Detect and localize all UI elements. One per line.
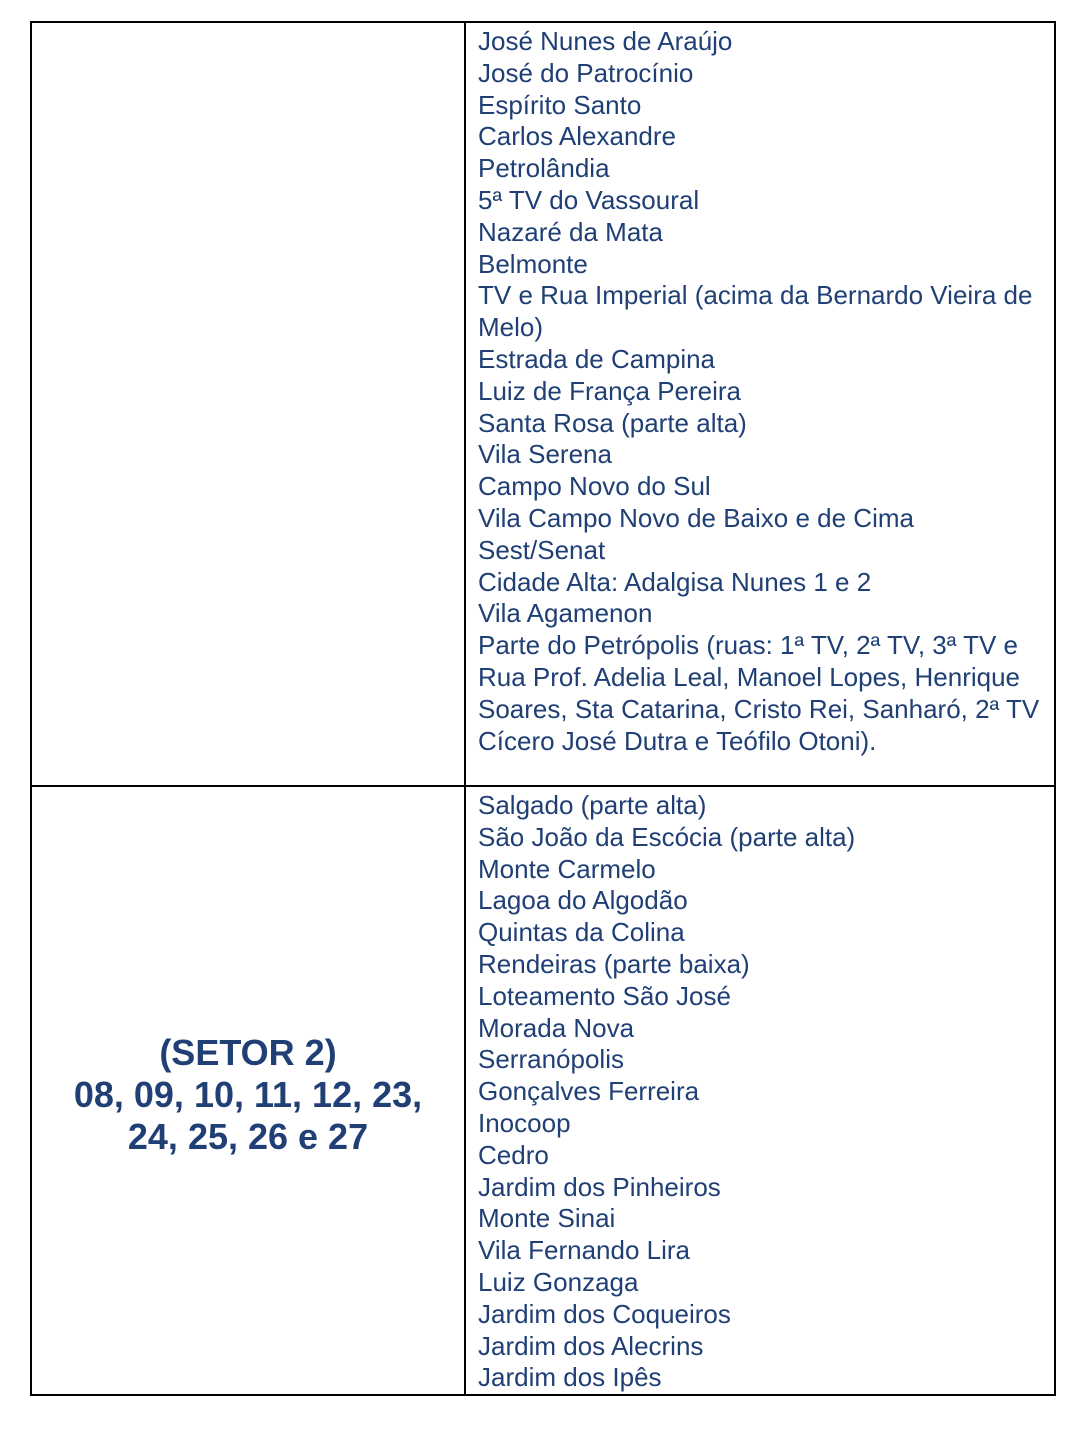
list-item: Gonçalves Ferreira — [478, 1076, 700, 1107]
list-item: Parte do Petrópolis (ruas: 1ª TV, 2ª TV, 3ª TV e Rua Prof. Adelia Leal, Manoel Lopes, Henrique Soares, Sta Catarina, Cristo Rei, Sanharó, 2ª TV Cícero José Dutra e Teófilo Otoni). — [478, 630, 1040, 756]
neighborhood-cell-1 — [465, 22, 1055, 786]
list-item: Luiz Gonzaga — [478, 1266, 639, 1297]
sector-title: (SETOR 2) — [159, 1031, 337, 1073]
list-item: Jardim dos Coqueiros — [478, 1298, 731, 1329]
list-item: Estrada de Campina — [478, 343, 716, 374]
sector-cell-1 — [31, 22, 465, 786]
sector-table — [30, 21, 1056, 1396]
list-item: Monte Carmelo — [478, 853, 656, 884]
list-item: Vila Campo Novo de Baixo e de Cima — [478, 502, 914, 533]
list-item: Rendeiras (parte baixa) — [478, 948, 750, 979]
list-item: Salgado (parte alta) — [478, 790, 707, 820]
list-item: Santa Rosa (parte alta) — [478, 407, 747, 438]
list-item: Campo Novo do Sul — [478, 471, 711, 502]
table-row-sector-2 — [31, 786, 1055, 1395]
list-item: Carlos Alexandre — [478, 121, 676, 152]
list-item: Lagoa do Algodão — [478, 885, 688, 916]
list-item: Petrolândia — [478, 153, 610, 184]
neighborhood-list — [466, 23, 1054, 757]
table-row-sector-1 — [31, 22, 1055, 786]
list-item: José Nunes de Araújo — [478, 26, 733, 56]
list-item: Espírito Santo — [478, 89, 642, 120]
list-item: Belmonte — [478, 248, 588, 279]
list-item: Inocoop — [478, 1107, 571, 1138]
list-item: 5ª TV do Vassoural — [478, 184, 700, 215]
list-item: Jardim dos Pinheiros — [478, 1171, 721, 1202]
neighborhood-cell-2 — [465, 786, 1055, 1395]
list-item: Vila Agamenon — [478, 598, 653, 629]
list-item: Serranópolis — [478, 1044, 624, 1075]
list-item: Vila Serena — [478, 439, 612, 470]
list-item: TV e Rua Imperial (acima da Bernardo Vieira de Melo) — [478, 280, 1033, 343]
list-item: Cidade Alta: Adalgisa Nunes 1 e 2 — [478, 566, 872, 597]
list-item: Nazaré da Mata — [478, 216, 663, 247]
sector-cell-2 — [31, 786, 465, 1395]
list-item: José do Patrocínio — [478, 57, 694, 88]
list-item: São João da Escócia (parte alta) — [478, 821, 856, 852]
list-item: Luiz de França Pereira — [478, 375, 742, 406]
list-item: Vila Fernando Lira — [478, 1235, 690, 1266]
neighborhood-list — [466, 787, 1054, 1394]
list-item: Jardim dos Ipês — [478, 1362, 662, 1393]
list-item: Morada Nova — [478, 1012, 635, 1043]
list-item: Sest/Senat — [478, 534, 606, 565]
sector-codes: 08, 09, 10, 11, 12, 23, 24, 25, 26 e 27 — [73, 1073, 423, 1157]
list-item: Quintas da Colina — [478, 917, 685, 948]
list-item: Jardim dos Alecrins — [478, 1330, 704, 1361]
list-item: Monte Sinai — [478, 1203, 616, 1234]
list-item: Cedro — [478, 1139, 549, 1170]
list-item: Loteamento São José — [478, 980, 731, 1011]
